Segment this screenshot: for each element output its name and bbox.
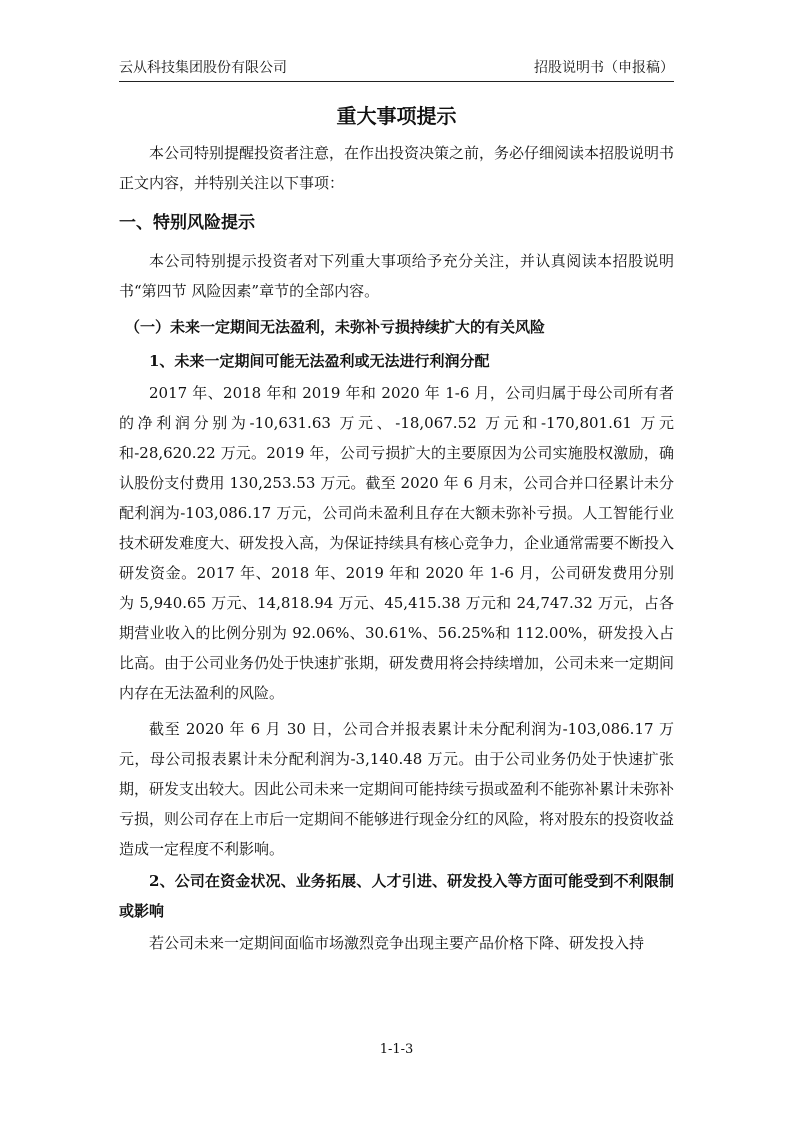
section-heading-special-risk: 一、特别风险提示: [119, 213, 255, 233]
loss-detail-paragraph: 2017 年、2018 年和 2019 年和 2020 年 1-6 月，公司归属于母公司所有者的净利润分别为-10,631.63 万元、-18,067.52 万元和-170,801.61 万元和-28,620.22 万元。2019 年，公司亏损扩大的主要原因为公司实施股权激励，确认股份支付费用 130,253.53 万元。截至 2020 年 6 月末，公司合并口径累计未分配利润为-103,086.17 万元，公司尚未盈利且存在大额未弥补亏损。人工智能行业技术研发难度大、研发投入高，为保证持续具有核心竞争力，企业通常需要不断投入研发资金。2017 年、2018 年、2019 年和 2020 年 1-6 月，公司研发费用分别为 5,940.65 万元、14,818.94 万元、45,415.38 万元和 24,747.32 万元，占各期营业收入的比例分别为 92.06%、30.61%、56.25%和 112.00%，研发投入占比高。由于公司业务仍处于快速扩张期，研发费用将会持续增加，公司未来一定期间内存在无法盈利的风险。: [119, 384, 675, 702]
page-title: 重大事项提示: [336, 104, 457, 128]
section-intro-paragraph: 本公司特别提示投资者对下列重大事项给予充分关注，并认真阅读本招股说明书“第四节 风险因素”章节的全部内容。: [119, 252, 674, 300]
competition-paragraph: 若公司未来一定期间面临市场激烈竞争出现主要产品价格下降、研发投入持: [149, 934, 645, 952]
page-content: [119, 98, 674, 958]
page-number: 1-1-3: [379, 1042, 414, 1057]
header-company-name: 云从科技集团股份有限公司: [119, 60, 287, 76]
item-heading-no-profit: 1、未来一定期间可能无法盈利或无法进行利润分配: [149, 352, 490, 370]
intro-paragraph: 本公司特别提醒投资者注意，在作出投资决策之前，务必仔细阅读本招股说明书正文内容，并特别关注以下事项：: [119, 144, 675, 192]
item-heading-limitations: 2、公司在资金状况、业务拓展、人才引进、研发投入等方面可能受到不利限制或影响: [119, 872, 674, 920]
undistributed-profit-paragraph: 截至 2020 年 6 月 30 日，公司合并报表累计未分配利润为-103,086.17 万元，母公司报表累计未分配利润为-3,140.48 万元。由于公司业务仍处于快速扩张期，研发支出较大。因此公司未来一定期间可能持续亏损或盈利不能弥补累计未弥补亏损，则公司存在上市后一定期间不能够进行现金分红的风险，将对股东的投资收益造成一定程度不利影响。: [119, 720, 675, 858]
page-header: [119, 57, 674, 79]
subsection-heading-loss-risk: （一）未来一定期间无法盈利，未弥补亏损持续扩大的有关风险: [125, 318, 546, 336]
header-document-type: 招股说明书（申报稿）: [534, 60, 674, 76]
header-divider: [119, 81, 674, 82]
